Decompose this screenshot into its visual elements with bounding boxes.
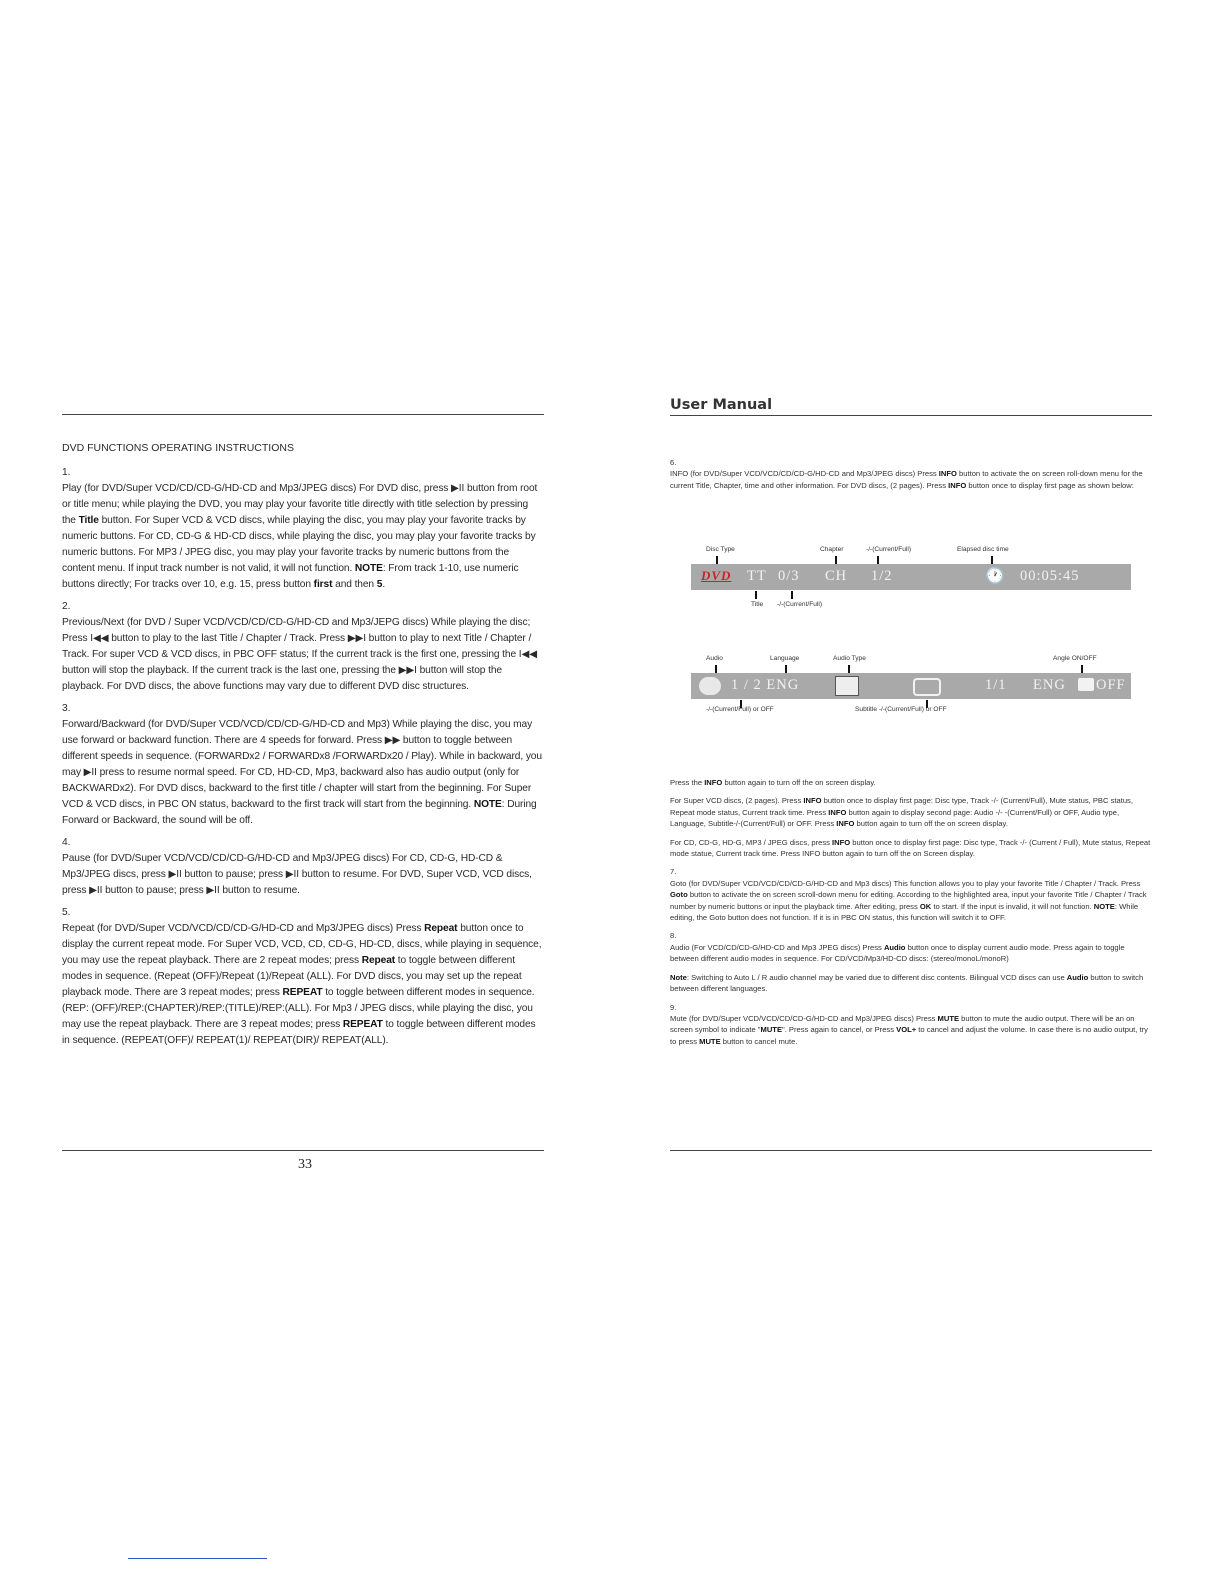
pointer-tick xyxy=(835,556,837,564)
osd-tt-value: 0/3 xyxy=(778,568,800,584)
right-paragraph: Note: Switching to Auto L / R audio channel may be varied due to different disc contents. Bilingual VCD discs can use Audio button to switch between different languages. xyxy=(670,972,1144,994)
user-manual-title: User Manual xyxy=(670,397,773,413)
pointer-tick xyxy=(1081,665,1083,673)
right-paragraph: Press the INFO button again to turn off the on screen display. xyxy=(670,778,876,787)
osd-bar-1 xyxy=(691,564,1131,590)
pointer-tick xyxy=(791,591,793,599)
right-top-rule xyxy=(670,415,1152,416)
osd-subtitle-language: ENG xyxy=(1033,677,1066,693)
item-number: 3. xyxy=(62,703,71,714)
left-bottom-rule xyxy=(62,1150,544,1151)
item-number: 7. xyxy=(670,867,677,877)
label-chapter: Chapter xyxy=(820,546,844,553)
osd-tt: TT xyxy=(747,568,767,584)
osd-audio-value: 1 / 2 ENG xyxy=(731,677,800,693)
osd-ch: CH xyxy=(825,568,848,584)
right-bottom-rule xyxy=(670,1150,1152,1151)
right-paragraph: For Super VCD discs, (2 pages). Press INFO button once to display first page: Disc type, Track -/- (Current/Full), Mute status, PBC status, Repeat mode status, Current track time. Press INFO button again to display second page: Audio -/- -(Current/Full) or OFF, Audio type, Language, Subtitle-/-(Current/Full) or OFF. Press INFO button again to turn off the on screen display. xyxy=(670,796,1133,829)
label-audio-type: Audio Type xyxy=(833,655,866,662)
right-paragraph: Mute (for DVD/Super VCD/VCD/CD/CD-G/HD-CD and Mp3/JPEG discs) Press MUTE button to mute the audio output. There will be an on screen symbol to indicate "MUTE". Press again to cancel, or Press VOL+ to cancel and adjust the volume. In case there is no audio output, try to press MUTE button to cancel mute. xyxy=(670,1013,1148,1046)
item-number: 9. xyxy=(670,1002,677,1012)
label-language: Language xyxy=(770,655,800,662)
item-number: 6. xyxy=(670,458,677,467)
pointer-tick xyxy=(715,665,717,673)
pointer-tick xyxy=(785,665,787,673)
item-number: 5. xyxy=(62,907,71,918)
subtitle-icon xyxy=(913,678,941,696)
label-title: Title xyxy=(751,601,764,608)
pointer-tick xyxy=(755,591,757,599)
label-audio-current: -/-(Current/Full) or OFF xyxy=(706,706,774,713)
page-number: 33 xyxy=(298,1157,312,1172)
label-audio: Audio xyxy=(706,655,723,662)
right-paragraph: For CD, CD-G, HD-G, MP3 / JPEG discs, press INFO button once to display first page: Disc type, Track -/- (Current / Full), Mute status, Repeat mode statue, Current track time. Press INFO button again to turn off the on Screen display. xyxy=(670,837,1151,859)
left-page-body xyxy=(62,465,544,1055)
item-number: 8. xyxy=(670,931,677,941)
pointer-tick xyxy=(991,556,993,564)
camera-icon xyxy=(1078,678,1094,691)
clock-icon: 🕐 xyxy=(985,568,1006,585)
pointer-tick xyxy=(716,556,718,564)
right-paragraph: Audio (For VCD/CD/CD-G/HD-CD and Mp3 JPEG discs) Press Audio button once to display current audio mode. Press again to toggle between different audio modes in sequence. For CD/VCD/Mp3/HD-CD discs: (stereo/monoL/monoR) xyxy=(670,942,1125,964)
osd-angle-value: OFF xyxy=(1096,677,1126,693)
left-top-rule xyxy=(62,414,544,415)
pointer-tick xyxy=(877,556,879,564)
label-angle: Angle ON/OFF xyxy=(1053,655,1097,662)
left-paragraph: Previous/Next (for DVD / Super VCD/VCD/CD/CD-G/HD-CD and Mp3/JEPG discs) While playing the disc; Press I◀◀ button to play to the last Title / Chapter / Track. Press ▶▶I button to play to next Title / Chapter / Track. For super VCD & VCD discs, in PBC OFF status; If the current track is the first one, pressing the I◀◀ button will stop the playback. If the current track is the last one, pressing the ▶▶I button will stop the playback. For DVD discs, the above functions may vary due to different DVD disc structures. xyxy=(62,617,537,692)
osd-ch-value: 1/2 xyxy=(871,568,893,584)
osd-bar-2 xyxy=(691,673,1131,699)
label-elapsed-time: Elapsed disc time xyxy=(957,546,1009,553)
dvd-logo: DVD xyxy=(701,568,732,583)
audio-icon xyxy=(699,677,721,695)
osd-elapsed-time: 00:05:45 xyxy=(1020,568,1080,584)
right-paragraph: Goto (for DVD/Super VCD/VCD/CD/CD-G/HD-CD and Mp3 discs) This function allows you to play your favorite Title / Chapter / Track. Press Goto button to activate the on screen scroll-down menu for editing. According to the highlighted area, input your favorite Title / Chapter / Track number by numeric buttons or input the playback time. After editing, press OK to start. If the input is invalid, it will not function. NOTE: While editing, the Goto button does not function. If it is in PBC ON status, this function will switch it to OFF. xyxy=(670,878,1147,923)
item-number: 2. xyxy=(62,601,71,612)
pointer-tick xyxy=(848,665,850,673)
label-disc-type: Disc Type xyxy=(706,546,735,553)
right-page-body xyxy=(670,777,1152,1054)
left-paragraph: Repeat (for DVD/Super VCD/VCD/CD/CD-G/HD-CD and Mp3/JPEG discs) Press Repeat button once to display the current repeat mode. For Super VCD, VCD, CD, CD-G, HD-CD, discs, while playing in sequence, you may use the repeat playback. There are 2 repeat modes; press Repeat to toggle between different modes in sequence. (Repeat (OFF)/Repeat (1)/Repeat (ALL). For DVD discs, you may set up the repeat playback mode. There are 3 repeat modes; press REPEAT to toggle between different modes in sequence. (REP: (OFF)/REP:(CHAPTER)/REP:(TITLE)/REP:(ALL). For Mp3 / JPEG discs, while playing the disc, you may use the repeat playback. There are 3 repeat modes; press REPEAT to toggle between different modes in sequence. (REPEAT(OFF)/ REPEAT(1)/ REPEAT(DIR)/ REPEAT(ALL). xyxy=(62,923,542,1046)
label-subtitle: Subtitle -/-(Current/Full) or OFF xyxy=(855,706,947,713)
label-current-full-2: -/-(Current/Full) xyxy=(777,601,823,608)
bottom-link-underline xyxy=(128,1558,267,1559)
intro-paragraph: INFO (for DVD/Super VCD/VCD/CD/CD-G/HD-CD and Mp3/JPEG discs) Press INFO button to activate the on screen roll-down menu for the current Title, Chapter, time and other information. For DVD discs, (2 pages). Press INFO button once to display first page as shown below: xyxy=(670,469,1143,490)
dolby-icon xyxy=(835,676,859,696)
section-heading: DVD FUNCTIONS OPERATING INSTRUCTIONS xyxy=(62,442,294,454)
osd-subtitle-value: 1/1 xyxy=(985,677,1007,693)
left-paragraph: Pause (for DVD/Super VCD/VCD/CD/CD-G/HD-CD and Mp3/JPEG discs) For CD, CD-G, HD-CD & Mp3/JPEG discs, press ▶II button to pause; press ▶II button to resume. For DVD, Super VCD, VCD discs, press ▶II button to pause; press ▶II button to resume. xyxy=(62,853,532,896)
item-number: 1. xyxy=(62,467,71,478)
label-current-full: -/-(Current/Full) xyxy=(866,546,912,553)
left-paragraph: Play (for DVD/Super VCD/CD/CD-G/HD-CD and Mp3/JPEG discs) For DVD disc, press ▶II button from root or title menu; while playing the DVD, you may play your favorite title directly with title selection by pressing the Title button. For Super VCD & VCD discs, while playing the disc, you may play your favorite tracks by numeric buttons. For CD, CD-G & HD-CD discs, while playing the disc, you may play your favorite tracks by numeric buttons. For MP3 / JPEG disc, you may play your favorite tracks by numeric buttons from the content menu. If input track number is not valid, it will not function. NOTE: From track 1-10, use numeric buttons directly; For tracks over 10, e.g. 15, press button first and then 5. xyxy=(62,483,538,590)
info-intro xyxy=(670,457,1152,498)
left-paragraph: Forward/Backward (for DVD/Super VCD/VCD/CD/CD-G/HD-CD and Mp3) While playing the disc, you may use forward or backward function. There are 4 speeds for forward. Press ▶▶ button to toggle between different speeds in sequence. (FORWARDx2 / FORWARDx8 /FORWARDx20 / Play). While in backward, you may ▶II press to resume normal speed. For CD, HD-CD, Mp3, backward also has audio output (only for BACKWARDx2). For DVD discs, backward to the first title / chapter will start from the beginning. For Super VCD & VCD discs, in PBC ON status, backward to the first track will start from the beginning. NOTE: During Forward or Backward, the sound will be off. xyxy=(62,719,542,826)
item-number: 4. xyxy=(62,837,71,848)
